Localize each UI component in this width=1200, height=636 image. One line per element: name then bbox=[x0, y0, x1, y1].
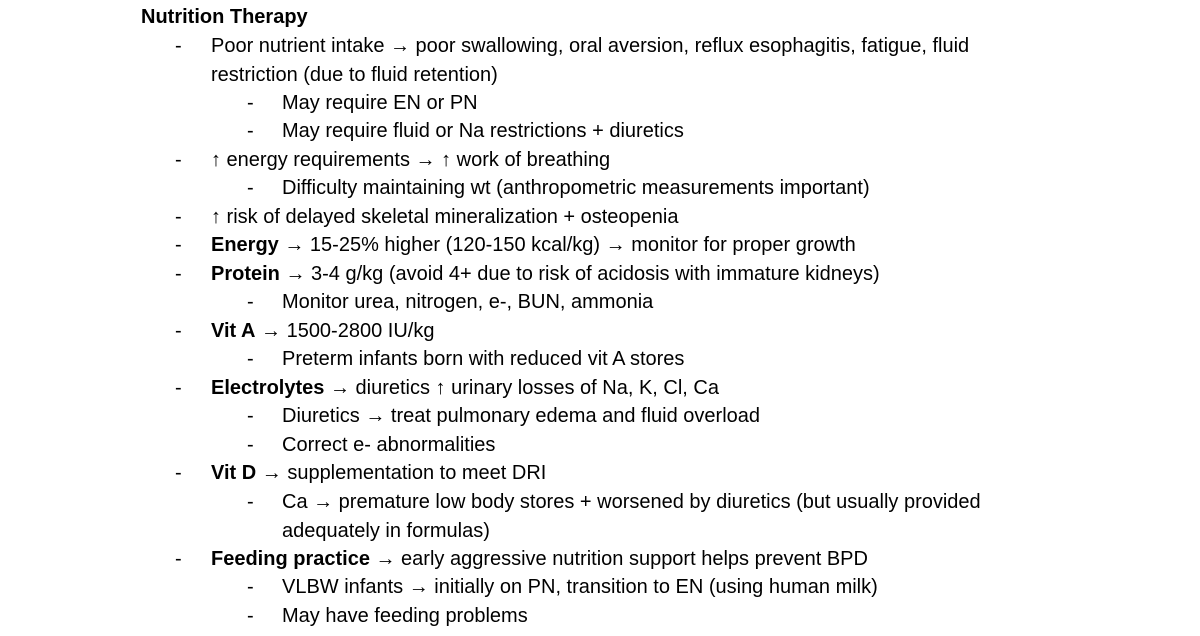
bullet-text: ↑ risk of delayed skeletal mineralization + osteopenia bbox=[211, 206, 679, 228]
bullet-dash: - bbox=[247, 177, 254, 199]
bullet-dash: - bbox=[247, 605, 254, 627]
bullet-dash: - bbox=[175, 548, 182, 570]
bullet-keyword: Vit D bbox=[211, 462, 257, 484]
bullet-text-line: adequately in formulas) bbox=[282, 519, 490, 542]
bullet-text-line: Poor nutrient intake → poor swallowing, oral aversion, reflux esophagitis, fatigue, fluid bbox=[211, 35, 970, 57]
bullet-dash: - bbox=[175, 377, 182, 399]
bullet-keyword: Electrolytes bbox=[211, 377, 325, 399]
bullet-dash: - bbox=[247, 291, 254, 313]
bullet-dash: - bbox=[175, 263, 182, 285]
bullet-text bbox=[211, 317, 1061, 346]
bullet-detail: → 3-4 g/kg (avoid 4+ due to risk of acidosis with immature kidneys) bbox=[279, 263, 880, 285]
bullet-dash: - bbox=[247, 405, 254, 427]
bullet-dash: - bbox=[247, 92, 254, 114]
bullet-dash: - bbox=[175, 462, 182, 484]
bullet-dash: - bbox=[247, 120, 254, 142]
bullet-text: Correct e- abnormalities bbox=[282, 434, 496, 456]
bullet-dash: - bbox=[247, 491, 254, 513]
bullet-text bbox=[211, 32, 1061, 89]
bullet-text: Monitor urea, nitrogen, e-, BUN, ammonia bbox=[282, 291, 654, 313]
bullet-keyword: Feeding practice bbox=[211, 548, 370, 570]
bullet-text: May require fluid or Na restrictions + diuretics bbox=[282, 120, 684, 142]
bullet-text: Preterm infants born with reduced vit A stores bbox=[282, 348, 685, 370]
bullet-dash: - bbox=[175, 149, 182, 171]
bullet-text: VLBW infants → initially on PN, transition to EN (using human milk) bbox=[282, 576, 878, 598]
bullet-dash: - bbox=[247, 576, 254, 598]
bullet-keyword: Protein bbox=[211, 263, 280, 285]
bullet-dash: - bbox=[247, 434, 254, 456]
bullet-dash: - bbox=[175, 234, 182, 256]
bullet-detail: → 15-25% higher (120-150 kcal/kg) → monitor for proper growth bbox=[278, 234, 856, 256]
bullet-text: May require EN or PN bbox=[282, 92, 478, 114]
bullet-text: Diuretics → treat pulmonary edema and fluid overload bbox=[282, 405, 761, 427]
bullet-dash: - bbox=[175, 206, 182, 228]
bullet-detail: → early aggressive nutrition support helps prevent BPD bbox=[369, 548, 868, 570]
bullet-text bbox=[211, 459, 1061, 488]
bullet-detail: → supplementation to meet DRI bbox=[256, 462, 547, 484]
bullet-dash: - bbox=[247, 348, 254, 370]
bullet-text bbox=[282, 488, 1062, 545]
bullet-text: May have feeding problems bbox=[282, 605, 528, 627]
bullet-text-line: Ca → premature low body stores + worsened by diuretics (but usually provided bbox=[282, 491, 981, 513]
bullet-dash: - bbox=[175, 320, 182, 342]
bullet-text bbox=[211, 374, 1061, 403]
bullet-keyword: Vit A bbox=[211, 320, 256, 342]
section-heading: Nutrition Therapy bbox=[141, 6, 308, 28]
bullet-text bbox=[211, 231, 1061, 260]
bullet-detail: → 1500-2800 IU/kg bbox=[255, 320, 435, 342]
bullet-text bbox=[211, 260, 1061, 289]
bullet-text: ↑ energy requirements → ↑ work of breathing bbox=[211, 149, 611, 171]
bullet-text bbox=[211, 545, 1061, 574]
bullet-dash: - bbox=[175, 35, 182, 57]
bullet-text: Difficulty maintaining wt (anthropometric measurements important) bbox=[282, 177, 870, 199]
bullet-keyword: Energy bbox=[211, 234, 279, 256]
bullet-text-line: restriction (due to fluid retention) bbox=[211, 63, 498, 86]
bullet-detail: → diuretics ↑ urinary losses of Na, K, Cl, Ca bbox=[324, 377, 719, 399]
